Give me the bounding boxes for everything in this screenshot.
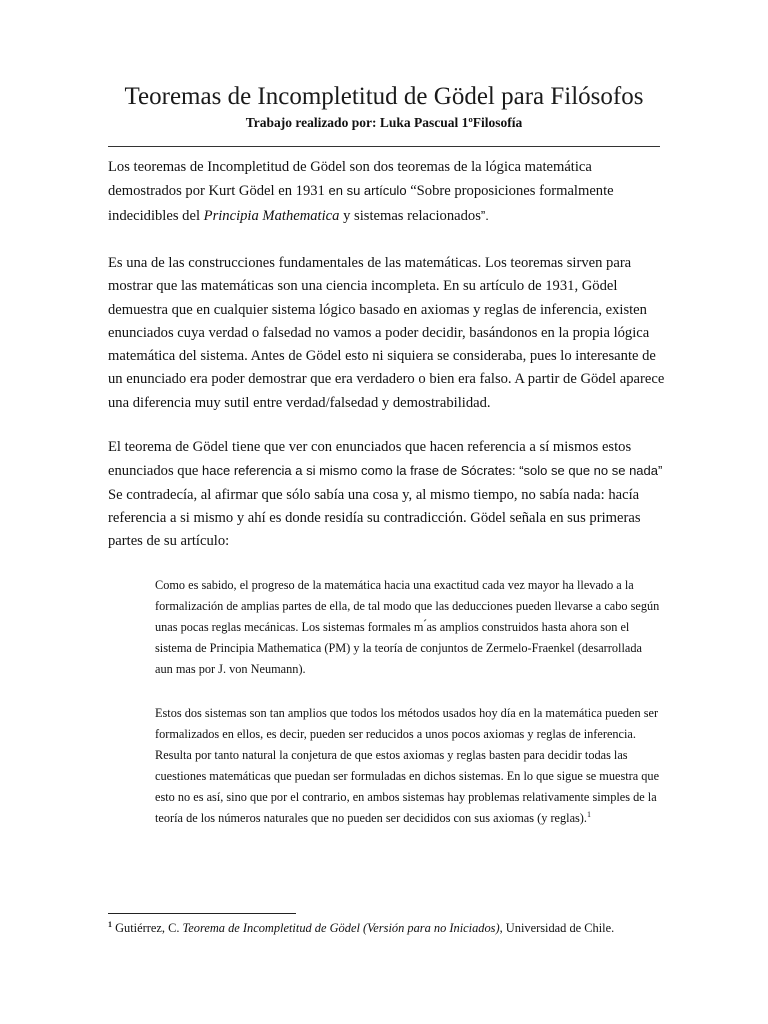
principia-mathematica-italic: Principia Mathematica <box>203 207 340 224</box>
paragraph-intro-closing-quote: ”. <box>480 207 489 223</box>
footnote-reference[interactable]: 1 <box>586 809 591 819</box>
footnote-author: Gutiérrez, C. <box>112 921 183 935</box>
footnote-mark: 1 <box>108 919 112 929</box>
document-subtitle: Trabajo realizado por: Luka Pascual 1ºFilosofía <box>245 115 523 130</box>
paragraph-self-reference-continuation: Se contradecía, al afirmar que sólo sabía una cosa y, al mismo tiempo, no sabía nada: hacía referencia a si mismo y ahí es donde residía su contradicción. Gödel señala en sus primeras partes de su artículo: <box>108 486 641 550</box>
footnote-institution: , Universidad de Chile. <box>499 921 615 935</box>
paragraph-intro-title-open: “Sobre proposiciones formalmente indecidibles del <box>108 183 614 224</box>
footnote-work-title: Teorema de Incompletitud de Gödel (Versión para no Iniciados) <box>182 921 500 935</box>
block-quote-1: Como es sabido, el progreso de la matemática hacia una exactitud cada vez mayor ha llevado a la formalización de amplias partes de ella, de tal modo que las deducciones pueden llevarse a cabo según unas pocas reglas mecánicas. Los sistemas formales m ́as amplios construidos hasta ahora son el sistema de Principia Mathematica (PM) y la teoría de conjuntos de Zermelo-Fraenkel (desarrollada aun mas por J. von Neumann). <box>155 578 660 676</box>
paragraph-intro-sans-text: en su artículo <box>328 183 407 199</box>
paragraph-fundamentals: Es una de las construcciones fundamentales de las matemáticas. Los teoremas sirven para mostrar que las matemáticas son una ciencia incompleta. En su artículo de 1931, Gödel demuestra que en cualquier sistema lógico basado en axiomas y reglas de inferencia, existen enunciados cuya verdad o falsedad no vamos a poder decidir, basándonos en la propia lógica matemática del sistema. Antes de Gödel esto ni siquiera se consideraba, pues lo interesante de un enunciado era poder demostrar que era verdadero o bien era falso. A partir de Gödel aparece una diferencia muy sutil entre verdad/falsedad y demostrabilidad. <box>108 255 665 411</box>
document-title: Teoremas de Incompletitud de Gödel para Filósofos <box>124 83 644 110</box>
block-quote-2 <box>155 703 660 829</box>
paragraph-intro <box>108 156 668 228</box>
paragraph-self-reference <box>108 436 668 553</box>
paragraph-self-reference-text: El teorema de Gödel tiene que ver con enunciados que hacen referencia a sí mismos estos enunciados que <box>108 439 632 480</box>
socrates-quote-sans: hace referencia a si mismo como la frase de Sócrates: “solo se que no se nada” <box>202 463 663 479</box>
footnote-divider <box>108 913 296 914</box>
footnote <box>108 919 668 937</box>
paragraph-intro-text: Los teoremas de Incompletitud de Gödel son dos teoremas de la lógica matemática demostrados por Kurt Gödel en 1931 <box>108 159 592 200</box>
block-quote-2-text: Estos dos sistemas son tan amplios que todos los métodos usados hoy día en la matemática pueden ser formalizados en ellos, es decir, pueden ser reducidos a unos pocos axiomas y reglas de inferencia. Resulta por tanto natural la conjetura de que estos axiomas y reglas basten para decidir todas las cuestiones matemáticas que puedan ser formuladas en dichos sistemas. En lo que sigue se muestra que esto no es así, sino que por el contrario, en ambos sistemas hay problemas relativamente simples de la teoría de los números naturales que no pueden ser decididos con sus axiomas (y reglas). <box>155 706 660 825</box>
paragraph-intro-title-close: y sistemas relacionados <box>339 207 481 224</box>
title-divider <box>108 146 660 147</box>
